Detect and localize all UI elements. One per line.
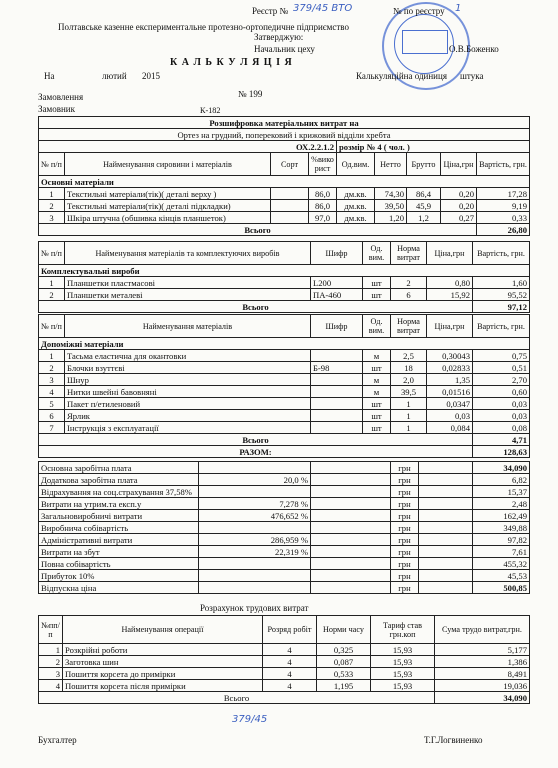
col-header: Вартість, грн. [473, 242, 530, 265]
cost-cell [311, 510, 391, 522]
registry-label: Реєстр № [252, 6, 289, 16]
components-table [38, 241, 530, 313]
col-header: %вико рист [309, 153, 337, 176]
cost-value: 2,48 [473, 498, 530, 510]
cost-row [39, 498, 530, 510]
cost-row [39, 474, 530, 486]
registry-value: 379/45 ВТО [293, 3, 353, 14]
col-header: Розряд робіт [263, 616, 317, 644]
chief-label: Начальник цеху [254, 44, 315, 54]
table-row: 1 Текстильні матеріали(тік)( деталі верху ) 86,0 дм.кв. 74,30 86,4 0,20 17,28 [39, 188, 530, 200]
date-prefix: На [44, 71, 55, 81]
col-header: № п/п [39, 153, 65, 176]
total-row: Всього 4,71 [39, 434, 530, 446]
cost-cell: грн [391, 534, 419, 546]
section-title: Комплектувальні вироби [39, 265, 530, 277]
col-header: Норми часу [317, 616, 371, 644]
cost-cell: грн [391, 582, 419, 594]
basic-materials-table [38, 116, 530, 236]
table-row: 3 Шкіра штучна (обшивка кінців планшеток) 97,0 дм.кв. 1,20 1,2 0,27 0,33 [39, 212, 530, 224]
cost-row [39, 522, 530, 534]
cost-cell [311, 462, 391, 474]
col-header: Тариф став грн.коп [371, 616, 435, 644]
cost-value: 34,090 [473, 462, 530, 474]
cost-cell [419, 474, 473, 486]
cost-cell [311, 570, 391, 582]
table-row: 7 Інструкція з експлуатації шт 1 0,084 0,08 [39, 422, 530, 434]
cost-cell [419, 510, 473, 522]
cost-cell [199, 570, 311, 582]
cost-cell [311, 582, 391, 594]
cost-label: Витрати на збут [39, 546, 199, 558]
cost-cell: грн [391, 474, 419, 486]
grand-total-row: РАЗОМ: 128,63 [39, 446, 530, 458]
col-header: Ціна,грн [427, 315, 473, 338]
cost-cell [199, 558, 311, 570]
table-row: 3 Пошиття корсета до примірки 4 0,533 15,93 8,491 [39, 668, 530, 680]
cost-cell [419, 546, 473, 558]
by-registry-value: 1 [455, 3, 462, 14]
table-row: 1 Планшетки пластмасові L200 шт 2 0,80 1,60 [39, 277, 530, 289]
cost-label: Прибуток 10% [39, 570, 199, 582]
col-header: Нетто [375, 153, 407, 176]
cost-row [39, 546, 530, 558]
chief-name: О.В.Боженко [449, 44, 499, 54]
col-header: Брутто [407, 153, 441, 176]
table-row: 5 Пакет п/етиленовий шт 1 0,0347 0,03 [39, 398, 530, 410]
stamp-center-box [402, 30, 448, 54]
cost-value: 455,32 [473, 558, 530, 570]
col-header: №пп/п [39, 616, 63, 644]
cost-label: Адміністративні витрати [39, 534, 199, 546]
cost-cell [311, 558, 391, 570]
cost-cell: грн [391, 558, 419, 570]
cost-value: 45,53 [473, 570, 530, 582]
col-header: Од. вим. [363, 242, 391, 265]
order-label: Замовлення [38, 92, 84, 102]
col-header: Найменування матеріалів [65, 315, 311, 338]
product-heading: Розшифровка матеріальних витрат на [39, 117, 530, 129]
cost-cell [419, 558, 473, 570]
approved-label: Затверджую: [254, 32, 304, 42]
total-row: Всього 34,090 [39, 692, 530, 704]
col-header: Шифр [311, 315, 363, 338]
cost-cell: 286,959 % [199, 534, 311, 546]
cost-cell: грн [391, 498, 419, 510]
table-row: 6 Ярлик шт 1 0,03 0,03 [39, 410, 530, 422]
cost-cell [311, 486, 391, 498]
auxiliary-materials-table [38, 314, 530, 458]
labor-title: Розрахунок трудових витрат [200, 603, 309, 613]
cost-value: 349,88 [473, 522, 530, 534]
cost-value: 97,82 [473, 534, 530, 546]
cost-cell: грн [391, 486, 419, 498]
cost-cell [311, 498, 391, 510]
cost-summary-table [38, 461, 530, 594]
cost-cell [311, 522, 391, 534]
table-row: 2 Заготовка шин 4 0,087 15,93 1,386 [39, 656, 530, 668]
customer-code: К-182 [200, 106, 221, 115]
col-header: Вартість, грн. [473, 315, 530, 338]
cost-cell [419, 522, 473, 534]
cost-row [39, 582, 530, 594]
table-row: 4 Нитки швейні бавовняні м 39,5 0,01516 0,60 [39, 386, 530, 398]
col-header: Найменування сировини і матеріалів [65, 153, 271, 176]
total-row: Всього 97,12 [39, 301, 530, 313]
accountant-name: Т.Г.Логвиненко [424, 735, 483, 745]
product-code: ОХ.2.2.1.2 [39, 141, 337, 153]
cost-cell [311, 546, 391, 558]
product-name: Ортез на грудний, поперековий і крижовий відділи хребта [39, 129, 530, 141]
cost-cell [199, 522, 311, 534]
cost-row [39, 534, 530, 546]
cost-value: 500,85 [473, 582, 530, 594]
col-header: Сума трудо витрат,грн. [435, 616, 530, 644]
col-header: Ціна,грн [427, 242, 473, 265]
table-row: 2 Планшетки металеві ПА-460 шт 6 15,92 95,52 [39, 289, 530, 301]
cost-label: Повна собівартість [39, 558, 199, 570]
total-row: Всього 26,80 [39, 224, 530, 236]
col-header: № п/п [39, 242, 65, 265]
customer-label: Замовник [38, 104, 75, 114]
cost-cell [311, 474, 391, 486]
cost-cell: 20,0 % [199, 474, 311, 486]
calc-unit-label: Калькуляційна одиниця [356, 71, 447, 81]
cost-cell: грн [391, 510, 419, 522]
cost-label: Основна заробітна плата [39, 462, 199, 474]
col-header: Норма витрат [391, 315, 427, 338]
cost-cell: грн [391, 570, 419, 582]
cost-row [39, 570, 530, 582]
cost-cell [311, 534, 391, 546]
col-header: Сорт [271, 153, 309, 176]
year: 2015 [142, 71, 160, 81]
cost-cell: грн [391, 522, 419, 534]
org-name: Полтавське казенне експериментальне протезно-ортопедичне підприємство [58, 22, 349, 32]
cost-cell [199, 462, 311, 474]
signature-mark: 379/45 [232, 714, 268, 725]
table-row: 1 Розкрійні роботи 4 0,325 15,93 5,177 [39, 644, 530, 656]
cost-cell: 476,652 % [199, 510, 311, 522]
cost-cell [199, 486, 311, 498]
cost-cell [199, 582, 311, 594]
col-header: Од.вим. [337, 153, 375, 176]
cost-value: 7,61 [473, 546, 530, 558]
cost-value: 15,37 [473, 486, 530, 498]
cost-cell [419, 582, 473, 594]
cost-cell [419, 462, 473, 474]
labor-costs-table [38, 615, 530, 704]
order-number: № 199 [238, 89, 263, 99]
cost-cell [419, 570, 473, 582]
cost-label: Відрахування на соц.страхування 37,58% [39, 486, 199, 498]
table-row: 3 Шнур м 2,0 1,35 2,70 [39, 374, 530, 386]
accountant-label: Бухгалтер [38, 735, 77, 745]
product-size: розмір № 4 ( чол. ) [337, 141, 530, 153]
cost-cell [419, 486, 473, 498]
cost-label: Відпускна ціна [39, 582, 199, 594]
cost-row [39, 462, 530, 474]
table-row: 4 Пошиття корсета після примірки 4 1,195 15,93 19,036 [39, 680, 530, 692]
by-registry-label: № по реєстру [393, 6, 445, 16]
cost-label: Додаткова заробітна плата [39, 474, 199, 486]
col-header: Вартість, грн. [477, 153, 530, 176]
col-header: Шифр [311, 242, 363, 265]
table-row: 2 Блочки взуттєві Б-98 шт 18 0,02833 0,51 [39, 362, 530, 374]
cost-cell [419, 534, 473, 546]
col-header: Ціна,грн [441, 153, 477, 176]
table-row: 1 Тасьма еластична для окантовки м 2,5 0,30043 0,75 [39, 350, 530, 362]
col-header: № п/п [39, 315, 65, 338]
month: лютий [102, 71, 127, 81]
document-title: К А Л Ь К У Л Я Ц І Я [170, 57, 293, 68]
cost-row [39, 486, 530, 498]
section-title: Допоміжні матеріали [39, 338, 530, 350]
col-header: Найменування операції [63, 616, 263, 644]
table-header-row [39, 153, 530, 176]
calc-unit: штука [460, 71, 484, 81]
cost-cell: грн [391, 462, 419, 474]
col-header: Од. вим. [363, 315, 391, 338]
cost-cell: 22,319 % [199, 546, 311, 558]
cost-cell: грн [391, 546, 419, 558]
cost-row [39, 510, 530, 522]
cost-cell [419, 498, 473, 510]
cost-cell: 7,278 % [199, 498, 311, 510]
table-row: 2 Текстильні матеріали(тік)( деталі підкладки) 86,0 дм.кв. 39,50 45,9 0,20 9,19 [39, 200, 530, 212]
cost-value: 6,82 [473, 474, 530, 486]
cost-label: Виробнича собівартість [39, 522, 199, 534]
col-header: Норма витрат [391, 242, 427, 265]
cost-label: Загальновиробничі витрати [39, 510, 199, 522]
cost-row [39, 558, 530, 570]
section-title: Основні матеріали [39, 176, 530, 188]
cost-value: 162,49 [473, 510, 530, 522]
cost-label: Витрати на утрим.та експ.у [39, 498, 199, 510]
col-header: Найменування матеріалів та комплектуючих виробів [65, 242, 311, 265]
